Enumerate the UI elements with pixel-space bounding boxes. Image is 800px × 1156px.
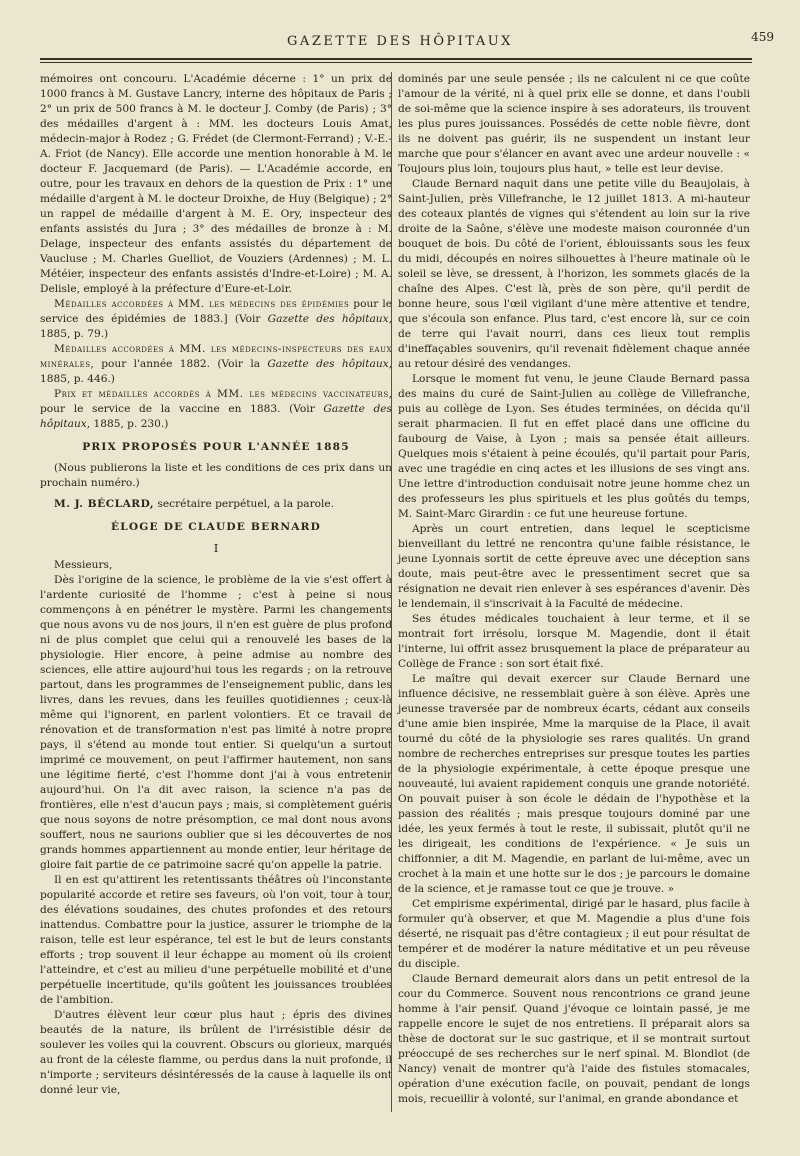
running-title: GAZETTE DES HÔPITAUX [287,34,513,49]
lead-text: Prix et médailles accordés à MM. les médecins vaccinateurs [54,388,389,400]
paragraph [40,342,392,387]
paragraph: Claude Bernard demeurait alors dans un petit entresol de la cour du Commerce. Souvent nous rencontrions ce grand jeune homme à l'air pensif. Quand j'évoque ce lointain passé, je me rappelle encore le sujet de nos entretiens. Il préparait alors sa thèse de doctorat sur le suc gastrique, et il se montrait surtout préoccupé de ses recherches sur le nerf spinal. M. Blondlot (de Nancy) venait de montrer qu'à l'aide des fistules stomacales, opération d'une exécution facile, on pouvait, pendant de longs mois, recueillir à volonté, sur l'animal, en grande abondance et [398,973,750,1105]
paragraph: Claude Bernard naquit dans une petite ville du Beaujolais, à Saint-Julien, près Villefranche, le 12 juillet 1813. A mi-hauteur des coteaux plantés de vignes qui s'étendent au loin sur la rive droite de la Saône, s'élève une modeste maison couronnée d'un bouquet de bois. Du côté de l'orient, éblouissants sous les feux du midi, découpés en noires silhouettes à l'heure matinale où le soleil se lève, se dressent, à l'horizon, les sommets glacés de la chaîne des Alpes. C'est là, près de son père, qu'il perdit de bonne heure, sous l'œil vigilant d'une mère attentive et tendre, que s'écoula son enfance. Plus tard, c'est encore là, sur ce coin de terre qui l'avait nourri, dans ces lieux tout remplis d'ineffaçables souvenirs, qu'il revenait fidèlement chaque année au retour désiré des vendanges. [398,178,750,370]
column-divider [391,72,392,1112]
paragraph: Cet empirisme expérimental, dirigé par le hasard, plus facile à formuler qu'à observer, et que M. Magendie a plus d'une fois déserté, ne risquait pas d'être contagieux ; il eut pour résultat de tempérer et de modérer la nature méditative et un peu rêveuse du disciple. [398,898,750,970]
right-column [398,72,750,1107]
text: , pour l'année 1882. (Voir la [90,358,268,370]
paragraph: Lorsque le moment fut venu, le jeune Claude Bernard passa des mains du curé de Saint-Julien au collège de Villefranche, puis au collège de Lyon. Ses études terminées, on décida qu'il serait pharmacien. Il fut en effet placé dans une officine du faubourg de Vaise, à Lyon ; mais sa pensée était ailleurs. Quelques mois s'étaient à peine écoulés, qu'il partait pour Paris, avec une tragédie en cinq actes et les illusions de ses vingt ans. Une lettre d'introduction conduisait notre jeune homme chez un des professeurs les plus spirituels et les plus goûtés du temps, M. Saint-Marc Girardin : ce fut une heureuse fortune. [398,373,750,520]
paragraph: Dès l'origine de la science, le problème de la vie s'est offert à l'ardente curiosité de l'homme ; c'est à peine si nous commençons à en pénétrer le mystère. Parmi les changements que nous avons vu de nos jours, il n'en est guère de plus profond ni de plus complet que celui qui a renouvelé les bases de la physiologie. Hier encore, à peine admise au nombre des sciences, elle attire aujourd'hui tous les regards ; on la retrouve partout, dans les programmes de l'enseignement public, dans les livres, dans les revues, dans les feuilles quotidiennes ; ceux-là même qui l'ignorent, en parlent volontiers. Et ce travail de rénovation et de transformation n'est pas limité à notre propre pays, il s'étend au monde tout entier. Si quelqu'un a surtout imprimé ce mouvement, on peut l'affirmer hautement, non sans une légitime fierté, c'est l'homme dont j'ai à vous entretenir aujourd'hui. On l'a dit avec raison, la science n'a pas de frontières, elle n'est d'aucun pays ; mais, si complètement guéris que nous soyons de notre présomption, ce mal dont nous avons souffert, nous ne saurions oublier que si les découvertes de nos grands hommes appartiennent au monde entier, leur héritage de gloire fait partie de ce patrimoine sacré qu'on appelle la patrie. [40,574,392,871]
paragraph [40,297,392,342]
section-numeral: I [213,541,219,555]
lead-text: Médailles accordées à MM. les médecins-inspecteurs des eaux minérales [40,343,392,370]
speaker-name: M. J. BÉCLARD, [54,498,155,510]
lead-text: Médailles accordées à MM. les médecins des épidémies [54,298,350,310]
paragraph: Il en est qu'attirent les retentissants théâtres où l'inconstante popularité accorde et retire ses faveurs, où l'on voit, tour à tour, des élévations soudaines, des chutes profondes et des retours inattendus. Combattre pour la justice, assurer le triomphe de la raison, telle est leur espérance, tel est le but de leurs constants efforts ; trop souvent il leur échappe au moment où ils croient l'atteindre, et c'est au milieu d'une perpétuelle mobilité et d'une perpétuelle incertitude, qu'ils goûtent les jouissances troublées de l'ambition. [40,874,392,1006]
journal-title: Gazette des hôpitaux [267,313,389,325]
text: secrétaire perpétuel, a la parole. [154,498,335,510]
text: pour le service des épidémies de 1883.] (Voir [40,298,392,325]
paragraph: Le maître qui devait exercer sur Claude Bernard une influence décisive, ne ressemblait guère à son élève. Après une jeunesse traversée par de nombreux écarts, cédant aux conseils d'une amie bien inspirée, Mme la marquise de la Place, il avait tourné du côté de la physiologie ses rares qualités. Un grand nombre de recherches entreprises sur presque toutes les parties de la physiologie expérimentale, à cette époque presque une nouveauté, lui avaient rapidement conquis une grande notoriété. On pouvait puiser à son école le dédain de l'hypothèse et la passion des réalités ; mais presque toujours dominé par une idée, les yeux fermés à tout le reste, il subissait, plutôt qu'il ne les dirigeait, les conditions de l'expérience. « Je suis un chiffonnier, a dit M. Magendie, en parlant de lui-même, avec un crochet à la main et une hotte sur le dos ; je parcours le domaine de la science, et je ramasse tout ce que je trouve. » [398,673,750,895]
section-heading: PRIX PROPOSÉS POUR L'ANNÉE 1885 [82,441,350,453]
paragraph: D'autres élèvent leur cœur plus haut ; épris des divines beautés de la nature, ils brûlent de l'irrésistible désir de soulever les voiles qui la couvrent. Obscurs ou glorieux, marqués au front de la céleste flamme, ou perdus dans la nuit profonde, il n'importe ; serviteurs désintéressés de la cause à laquelle ils ont donné leur vie, [40,1009,392,1096]
paragraph: (Nous publierons la liste et les conditions de ces prix dans un prochain numéro.) [40,462,392,489]
text: , 1885, p. 79.) [40,313,392,340]
paragraph: Ses études médicales touchaient à leur terme, et il se montrait fort irrésolu, lorsque M. Magendie, dont il était l'interne, lui offrit assez brusquement la place de préparateur au Collège de France : son sort était fixé. [398,613,750,670]
page-header [40,30,774,54]
section-heading: ÉLOGE DE CLAUDE BERNARD [110,521,322,533]
left-column [40,72,392,1098]
journal-title: Gazette des hôpitaux [40,403,392,430]
text: , 1885, p. 446.) [40,358,392,385]
paragraph [40,387,392,432]
header-rule [40,58,752,63]
paragraph: Après un court entretien, dans lequel le scepticisme bienveillant du lettré ne rencontra qu'une faible résistance, le jeune Lyonnais sortit de cette épreuve avec une déception sans doute, mais peut-être avec le pressentiment secret que sa résignation ne devait rien enlever à ses espérances d'avenir. Dès le lendemain, il s'inscrivait à la Faculté de médecine. [398,523,750,610]
paragraph [40,497,392,512]
paragraph: mémoires ont concouru. L'Académie décerne : 1° un prix de 1000 francs à M. Gustave Lancry, interne des hôpitaux de Paris ; 2° un prix de 500 francs à M. le docteur J. Comby (de Paris) ; 3° des médailles d'argent à : MM. les docteurs Louis Amat, médecin-major à Rodez ; G. Frédet (de Clermont-Ferrand) ; V.-E.-A. Friot (de Nancy). Elle accorde une mention honorable à M. le docteur F. Jacquemard (de Paris). — L'Académie accorde, en outre, pour les travaux en dehors de la question de Prix : 1° une médaille d'argent à M. le docteur Droixhe, de Huy (Belgique) ; 2° un rappel de médaille d'argent à M. E. Ory, inspecteur des enfants assistés du Jura ; 3° des médailles de bronze à : M. Delage, inspecteur des enfants assistés du département de Vaucluse ; M. Charles Guelliot, de Vouziers (Ardennes) ; M. L. Météier, inspecteur des enfants assistés d'Indre-et-Loire) ; M. A. Delisle, employé à la préfecture d'Eure-et-Loir. [40,73,392,295]
text: , 1885, p. 230.) [86,418,169,430]
salutation: Messieurs, [54,559,113,571]
paragraph: dominés par une seule pensée ; ils ne calculent ni ce que coûte l'amour de la vérité, ni à quel prix elle se donne, et dans l'oubli de soi-même que la science inspire à ses adorateurs, ils trouvent les plus pures jouissances. Possédés de cette noble fièvre, dont ils ne doivent pas guérir, ils ne suspendent un instant leur marche que pour s'élancer en avant avec une ardeur nouvelle : « Toujours plus loin, toujours plus haut, » telle est leur devise. [398,73,750,175]
page-number: 459 [751,30,774,44]
text: , pour le service de la vaccine en 1883. (Voir [40,388,392,415]
journal-title: Gazette des hôpitaux [267,358,389,370]
